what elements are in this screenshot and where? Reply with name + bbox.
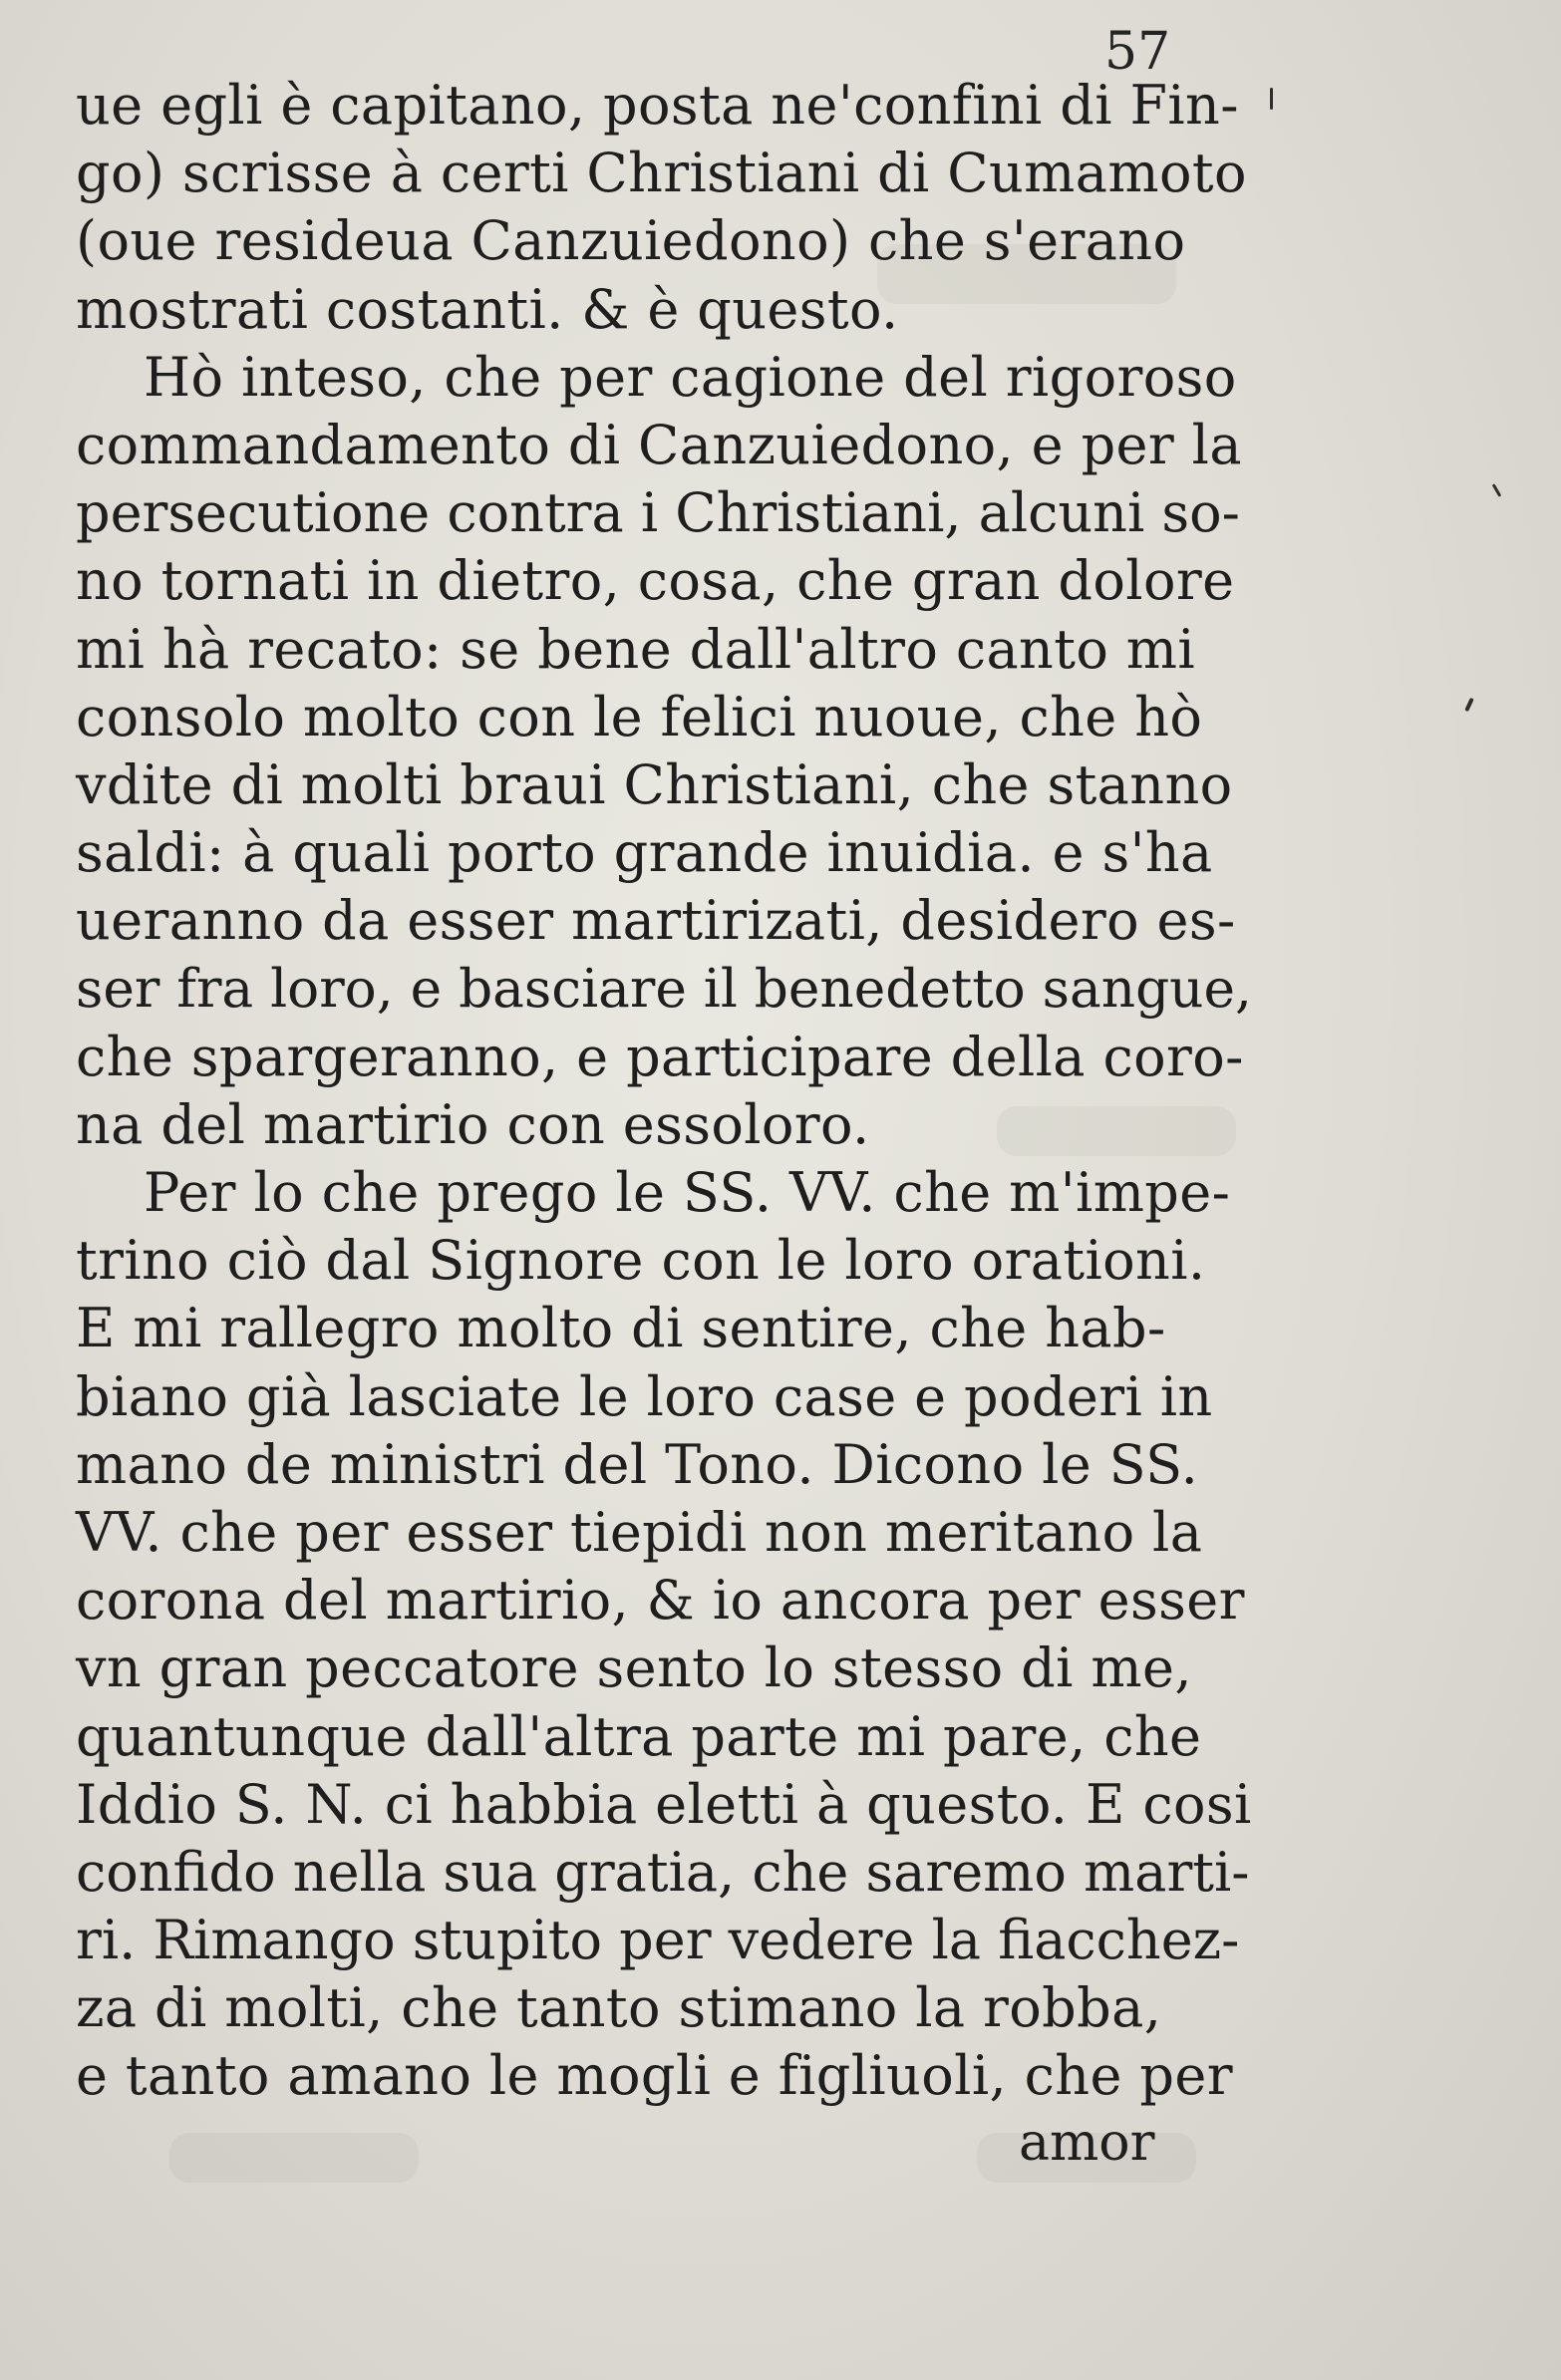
text-line: go) scrisse à certi Christiani di Cumamoto: [76, 142, 1247, 205]
text-line: E mi rallegro molto di sentire, che hab-: [76, 1297, 1166, 1360]
text-line: consolo molto con le felici nuoue, che hò: [76, 685, 1203, 748]
bleed-through-shadow: [169, 2133, 419, 2183]
text-line: trino ciò dal Signore con le loro orationi.: [76, 1229, 1206, 1293]
text-line: na del martirio con essoloro.: [76, 1092, 870, 1156]
text-line: e tanto amano le mogli e figliuoli, che per: [76, 2044, 1233, 2108]
ink-speck: [1270, 88, 1273, 110]
text-line: za di molti, che tanto stimano la robba,: [76, 1976, 1162, 2040]
text-line: saldi: à quali porto grande inuidia. e s'ha: [76, 821, 1213, 885]
text-line: vn gran peccatore sento lo stesso di me,: [76, 1636, 1192, 1700]
text-line: ri. Rimango stupito per vedere la fiacchez-: [76, 1909, 1240, 1972]
ink-speck: [1464, 698, 1474, 712]
text-line: ue egli è capitano, posta ne'confini di Fin-: [76, 74, 1239, 137]
text-line: mostrati costanti. & è questo.: [76, 277, 899, 341]
body-text: [76, 72, 1252, 2111]
text-line: mano de ministri del Tono. Dicono le SS.: [76, 1432, 1199, 1496]
text-line: ser fra loro, e basciare il benedetto sangue,: [76, 958, 1252, 1021]
text-line: Iddio S. N. ci habbia eletti à questo. E cosi: [76, 1772, 1252, 1836]
text-line: VV. che per esser tiepidi non meritano la: [76, 1500, 1203, 1564]
text-line: (oue resideua Canzuiedono) che s'erano: [76, 209, 1186, 273]
text-line: Hò inteso, che per cagione del rigoroso: [144, 345, 1237, 409]
catchword: amor: [1019, 2113, 1155, 2173]
text-line: confido nella sua gratia, che saremo marti-: [76, 1840, 1250, 1904]
text-line: biano già lasciate le loro case e poderi in: [76, 1364, 1213, 1428]
text-line: ueranno da esser martirizati, desidero es-: [76, 889, 1236, 953]
text-line: vdite di molti braui Christiani, che stanno: [76, 752, 1233, 816]
text-line: mi hà recato: se bene dall'altro canto mi: [76, 617, 1196, 681]
page-number: 57: [1104, 22, 1171, 82]
text-line: che spargeranno, e participare della coro-: [76, 1025, 1244, 1088]
text-line: quantunque dall'altra parte mi pare, che: [76, 1704, 1202, 1768]
text-line: no tornati in dietro, cosa, che gran dolore: [76, 549, 1235, 613]
text-line: commandamento di Canzuiedono, e per la: [76, 413, 1242, 476]
ink-speck: [1492, 483, 1502, 497]
text-line: persecutione contra i Christiani, alcuni so-: [76, 481, 1240, 545]
text-line: Per lo che prego le SS. VV. che m'impe-: [144, 1161, 1231, 1224]
text-line: corona del martirio, & io ancora per esser: [76, 1569, 1245, 1633]
